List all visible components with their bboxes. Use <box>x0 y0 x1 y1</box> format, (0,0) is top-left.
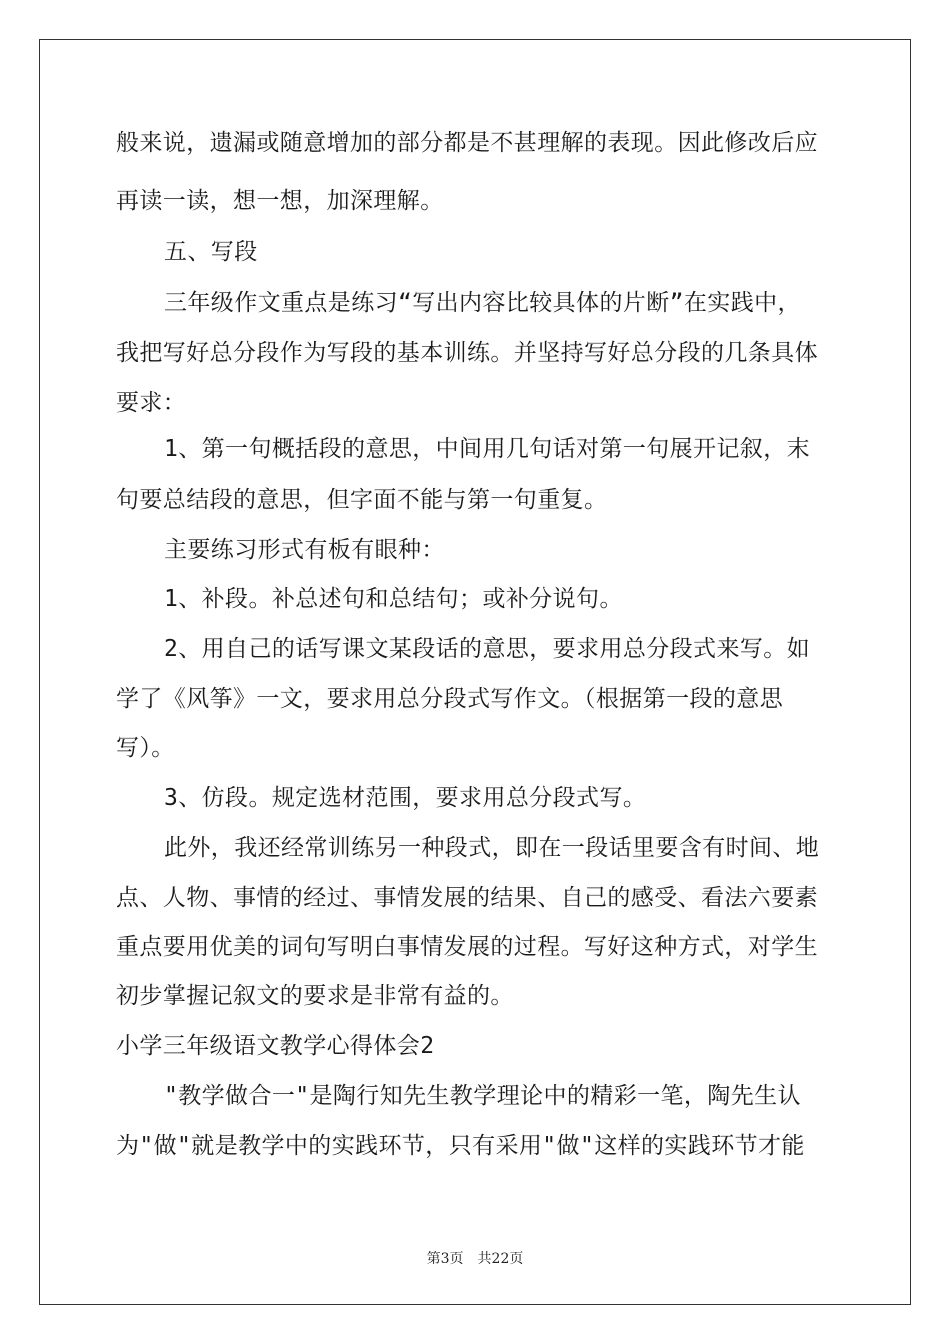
list-item: 2、用自己的话写课文某段话的意思，要求用总分段式来写。如 <box>164 636 811 662</box>
paragraph-line: 要求： <box>116 390 187 416</box>
paragraph-line: 为"做"就是教学中的实践环节，只有采用"做"这样的实践环节才能 <box>116 1133 805 1159</box>
page-total: 共22页 <box>477 1251 524 1267</box>
section-heading: 五、写段 <box>164 239 258 265</box>
list-item: 3、仿段。规定选材范围，要求用总分段式写。 <box>164 785 647 811</box>
paragraph-line: 写）。 <box>116 735 175 761</box>
paragraph-line: 我把写好总分段作为写段的基本训练。并坚持写好总分段的几条具体 <box>116 340 818 366</box>
article-title: 小学三年级语文教学心得体会2 <box>116 1033 435 1059</box>
paragraph-line: 主要练习形式有板有眼种： <box>164 537 445 563</box>
paragraph-line: 句要总结段的意思，但字面不能与第一句重复。 <box>116 487 608 513</box>
paragraph-line: 此外，我还经常训练另一种段式，即在一段话里要含有时间、地 <box>164 835 820 861</box>
page-number: 第3页 <box>426 1251 464 1267</box>
paragraph-line: 点、人物、事情的经过、事情发展的结果、自己的感受、看法六要素 <box>116 885 818 911</box>
page-border <box>39 39 911 1305</box>
paragraph-line: 般来说，遗漏或随意增加的部分都是不甚理解的表现。因此修改后应 <box>116 130 818 156</box>
page-footer <box>0 1248 950 1268</box>
paragraph-line: 重点要用优美的词句写明白事情发展的过程。写好这种方式，对学生 <box>116 934 818 960</box>
paragraph-line: 再读一读，想一想，加深理解。 <box>116 188 444 214</box>
list-item: 1、补段。补总述句和总结句；或补分说句。 <box>164 586 623 612</box>
paragraph-line: 1、第一句概括段的意思，中间用几句话对第一句展开记叙，末 <box>164 436 811 462</box>
paragraph-line: "教学做合一"是陶行知先生教学理论中的精彩一笔，陶先生认 <box>164 1083 801 1109</box>
paragraph-line: 三年级作文重点是练习“写出内容比较具体的片断”在实践中， <box>164 290 801 316</box>
paragraph-line: 学了《风筝》一文，要求用总分段式写作文。（根据第一段的意思 <box>116 686 784 712</box>
paragraph-line: 初步掌握记叙文的要求是非常有益的。 <box>116 983 514 1009</box>
